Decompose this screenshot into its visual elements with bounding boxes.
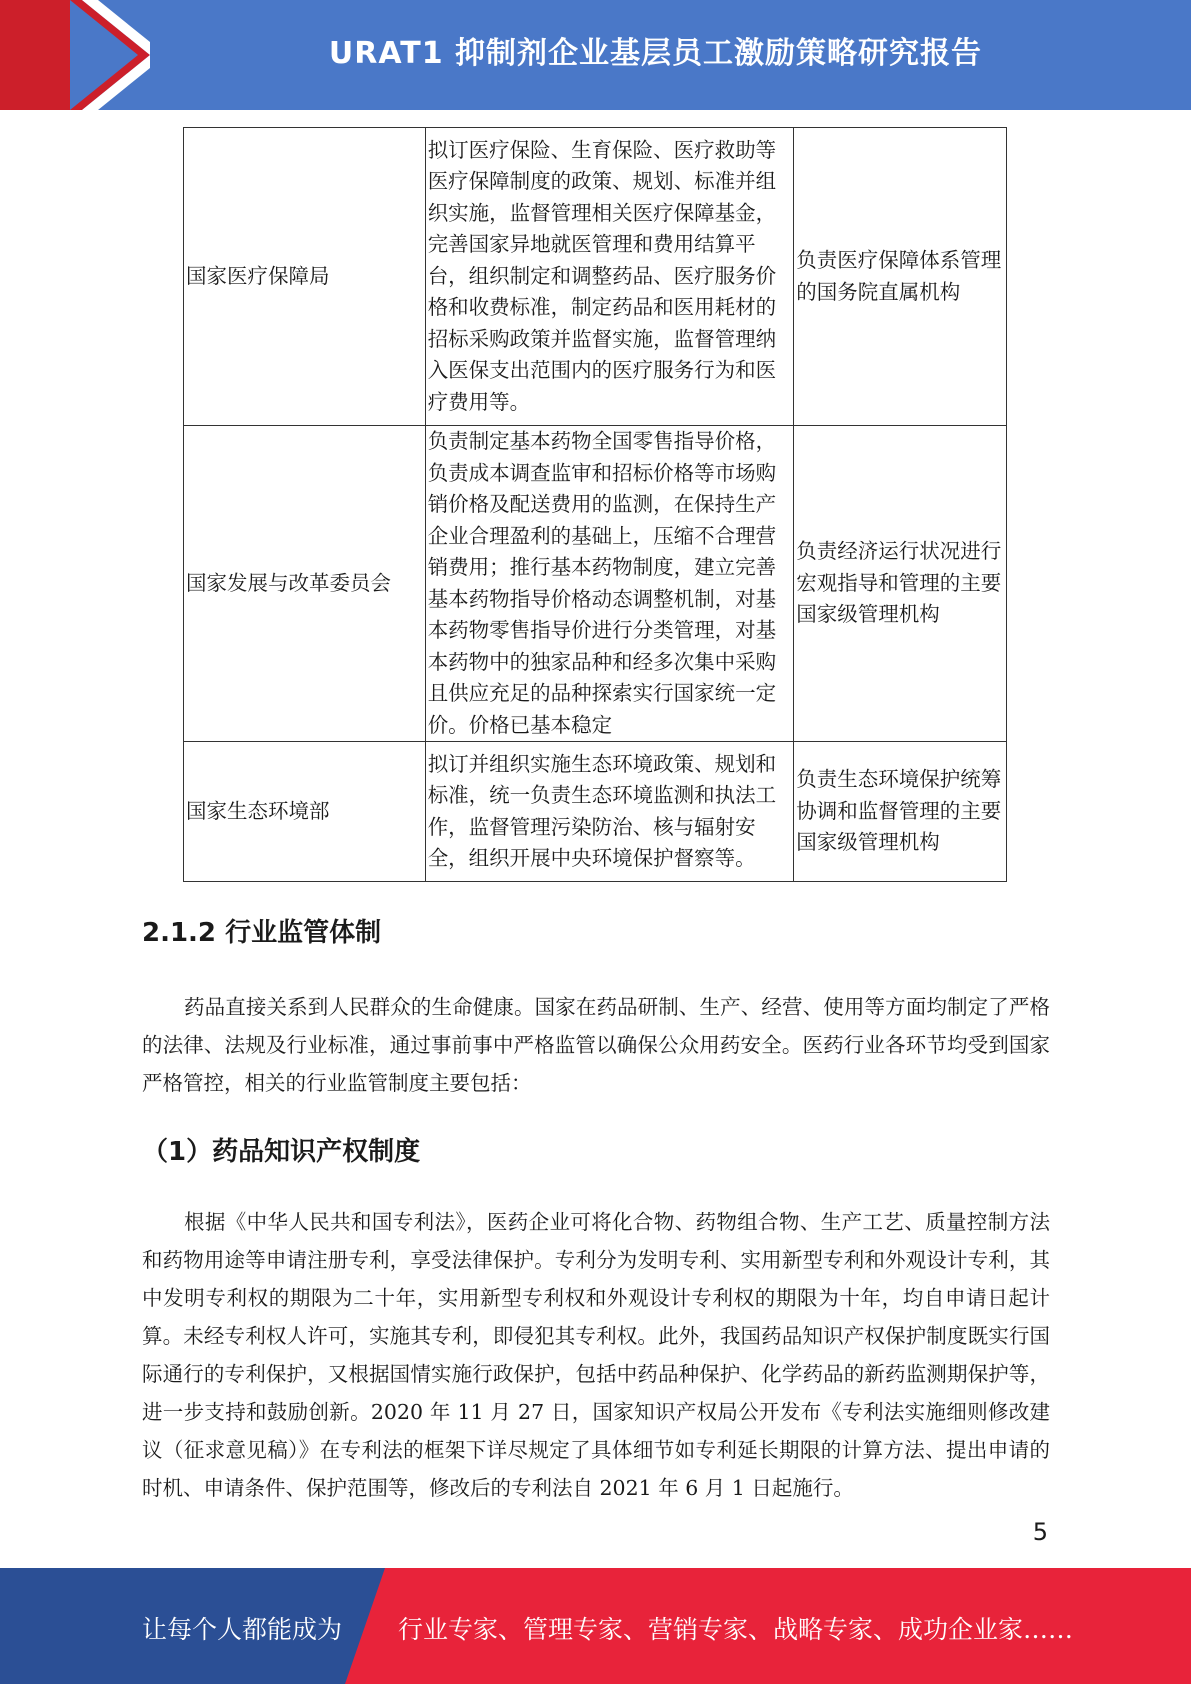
table-row: [184, 742, 1007, 882]
footer-blue-slant: [345, 1568, 385, 1684]
report-title: URAT1 抑制剂企业基层员工激励策略研究报告: [328, 36, 983, 71]
table-row: [184, 426, 1007, 742]
regulators-table: [183, 127, 1007, 882]
table-row: [184, 128, 1007, 426]
footer-slogan-right: 行业专家、管理专家、营销专家、战略专家、成功企业家……: [398, 1615, 1074, 1644]
footer-slogan-left: 让每个人都能成为: [142, 1615, 343, 1644]
intro-paragraph: 药品直接关系到人民群众的生命健康。国家在药品研制、生产、经营、使用等方面均制定了严格的法律、法规及行业标准，通过事前事中严格监管以确保公众用药安全。医药行业各环节均受到国家严格管控，相关的行业监管制度主要包括：: [142, 995, 1050, 1095]
body-paragraph: 根据《中华人民共和国专利法》，医药企业可将化合物、药物组合物、生产工艺、质量控制方法和药物用途等申请注册专利，享受法律保护。专利分为发明专利、实用新型专利和外观设计专利，其中发明专利权的期限为二十年，实用新型专利权和外观设计专利权的期限为十年，均自申请日起计算。未经专利权人许可，实施其专利，即侵犯其专利权。此外，我国药品知识产权保护制度既实行国际通行的专利保护，又根据国情实施行政保护，包括中药品种保护、化学药品的新药监测期保护等，进一步支持和鼓励创新。2020 年 11 月 27 日，国家知识产权局公开发布《专利法实施细则修改建议（征求意见稿）》在专利法的框架下详尽规定了具体细节如专利延长期限的计算方法、提出申请的时机、申请条件、保护范围等，修改后的专利法自 2021 年 6 月 1 日起施行。: [142, 1210, 1050, 1500]
page-number: 5: [1032, 1518, 1048, 1546]
agency-duties: 拟订医疗保险、生育保险、医疗救助等医疗保障制度的政策、规划、标准并组织实施，监督管理相关医疗保障基金，完善国家异地就医管理和费用结算平台，组织制定和调整药品、医疗服务价格和收费标准，制定药品和医用耗材的招标采购政策并监督实施，监督管理纳入医保支出范围内的医疗服务行为和医疗费用等。: [425, 128, 794, 426]
agency-role: 负责医疗保障体系管理的国务院直属机构: [794, 128, 1007, 426]
subsection-heading: （1）药品知识产权制度: [142, 1137, 421, 1167]
section-heading: 2.1.2 行业监管体制: [142, 918, 382, 948]
agency-name: 国家医疗保障局: [184, 128, 426, 426]
agency-duties: 拟订并组织实施生态环境政策、规划和标准，统一负责生态环境监测和执法工作，监督管理污染防治、核与辐射安全，组织开展中央环境保护督察等。: [425, 742, 794, 882]
page-header: [0, 0, 1191, 110]
agency-name: 国家生态环境部: [184, 742, 426, 882]
agency-role: 负责生态环境保护统筹协调和监督管理的主要国家级管理机构: [794, 742, 1007, 882]
agency-name: 国家发展与改革委员会: [184, 426, 426, 742]
page-footer: [0, 1568, 1191, 1684]
agency-duties: 负责制定基本药物全国零售指导价格，负责成本调查监审和招标价格等市场购销价格及配送费用的监测，在保持生产企业合理盈利的基础上，压缩不合理营销费用；推行基本药物制度，建立完善基本药物指导价格动态调整机制，对基本药物零售指导价进行分类管理，对基本药物中的独家品种和经多次集中采购且供应充足的品种探索实行国家统一定价。价格已基本稳定: [425, 426, 794, 742]
agency-role: 负责经济运行状况进行宏观指导和管理的主要国家级管理机构: [794, 426, 1007, 742]
